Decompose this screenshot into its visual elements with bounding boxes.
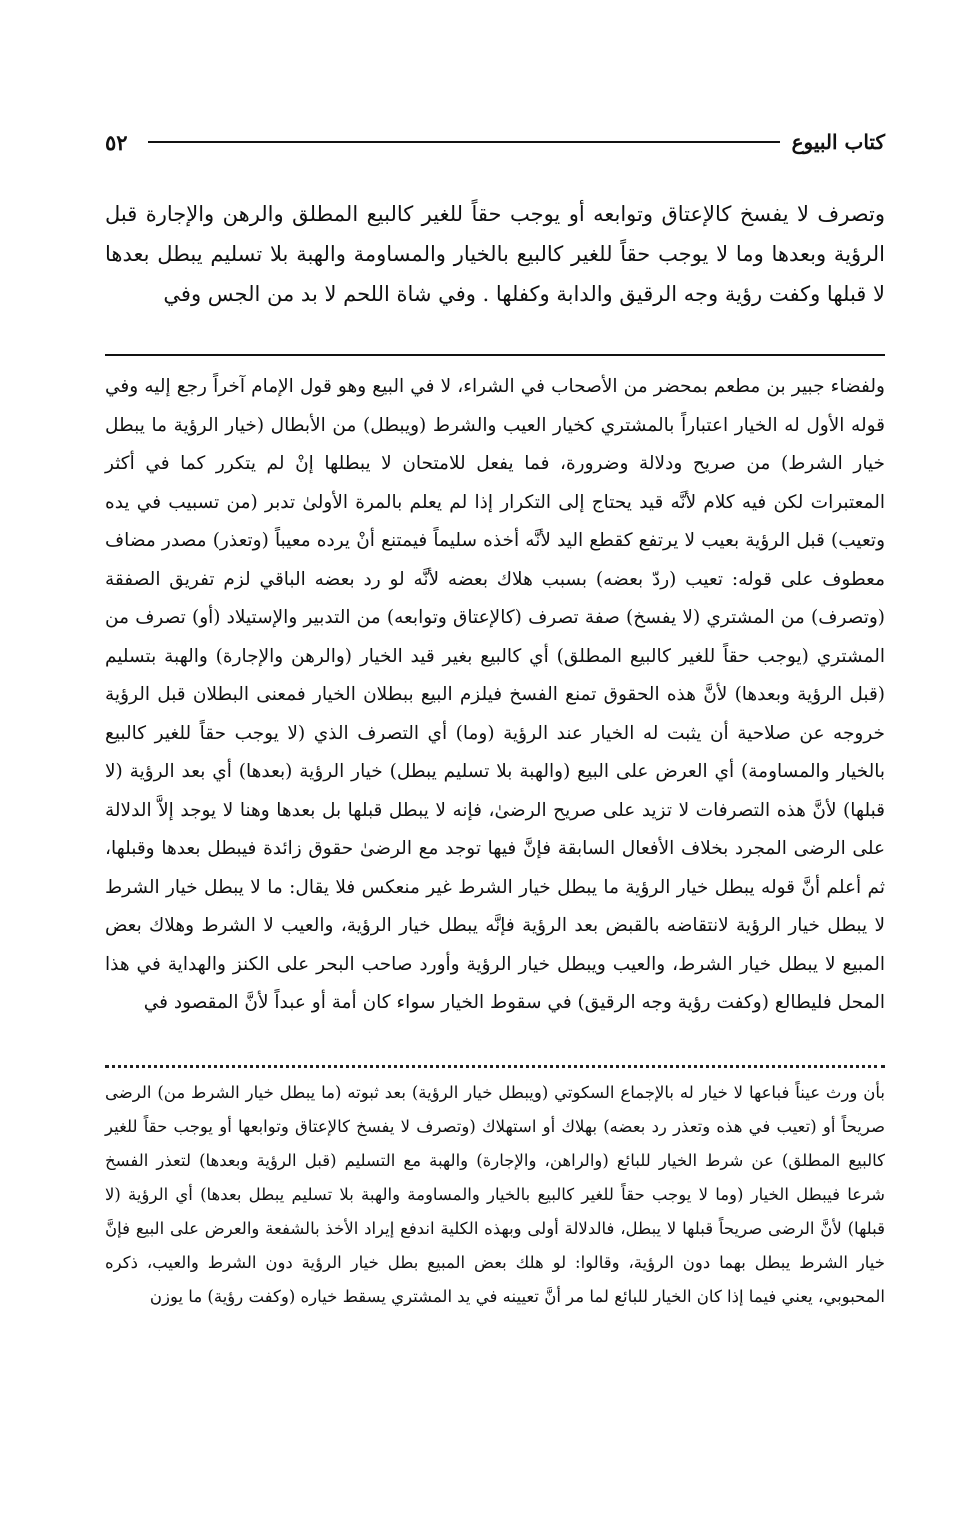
header-rule [148,141,780,143]
main-text: وتصرف لا يفسخ كالإعتاق وتوابعه أو يوجب حقاً للغير كالبيع المطلق والرهن والإجارة قبل الرؤية وبعدها وما لا يوجب حقاً للغير كالبيع بالخيار والمساومة والهبة بلا تسليم يبطل بعدها لا قبلها وكفت رؤية وجه الرقيق والدابة وكفلها . وفي شاة اللحم لا بد من الجس وفي [105,202,885,306]
footnote-text: بأن ورث عيناً فباعها لا خيار له بالإجماع السكوتي (ويبطل خيار الرؤية) بعد ثبوته (ما يبطل خيار الشرط من) الرضى صريحاً أو (تعيب في هذه وتعذر رد بعضه) بهلاك أو استهلاك (وتصرف لا يفسخ كالإعتاق وتوابعها أو يوجب حقاً للغير كالبيع المطلق) عن شرط الخيار للبائع (والراهن، والإجارة) والهبة مع التسليم (قبل الرؤية وبعدها) لتعذر الفسخ شرعا فيبطل الخيار (وما لا يوجب حقاً للغير كالبيع بالخيار والمساومة والهبة بلا تسليم يبطل بعدها) أي الرؤية (لا قبلها) لأنَّ الرضى صريحاً قبلها لا يبطل، فالدلالة أولى وبهذه الكلية اندفع إيراد الأخذ بالشفعة والعرض على البيع فإنَّ خيار الشرط يبطل بهما دون الرؤية، وقالوا: لو هلك بعض المبيع بطل خيار الرؤية دون الشرط والعيب، ذكره المحبوبي، يعني فيما إذا كان الخيار للبائع لما مر أنَّ تعيينه في يد المشتري يسقط خياره (وكفت رؤية) ما يوزن [105,1082,885,1306]
commentary-block [105,368,885,1023]
commentary-text: ولفضاء جبير بن مطعم بمحضر من الأصحاب في الشراء، لا في البيع وهو قول الإمام آخراً رجع إليه وفي قوله الأول له الخيار اعتباراً بالمشتري كخيار العيب والشرط (ويبطل) من الأبطال (خيار الرؤية ما يبطل خيار الشرط) من صريح ودلالة وضرورة، فما يفعل للامتحان لا يبطلها إنْ لم يتكرر كما في أكثر المعتبرات لكن فيه كلام لأنَّه قيد يحتاج إلى التكرار إذا لم يعلم بالمرة الأولىٰ تدبر (من تسبيب في يده وتعيب) قبل الرؤية بعيب لا يرتفع كقطع اليد لأنَّه أخذه سليماً فيمتنع أنْ يرده معيباً (وتعذر) مصدر مضاف معطوف على قوله: تعيب (ردّ بعضه) بسبب هلاك بعضه لأنَّه لو رد بعضه الباقي لزم تفريق الصفقة (وتصرف) من المشتري (لا يفسخ) صفة تصرف (كالإعتاق وتوابعه) من التدبير والإستيلاد (أو) تصرف من المشتري (يوجب حقاً للغير كالبيع المطلق) أي كالبيع بغير قيد الخيار (والرهن والإجارة) والهبة بتسليم (قبل الرؤية وبعدها) لأنَّ هذه الحقوق تمنع الفسخ فيلزم البيع ببطلان الخيار فمعنى البطلان قبل الرؤية خروجه عن صلاحية أن يثبت له الخيار عند الرؤية (وما) أي التصرف الذي (لا يوجب حقاً للغير كالبيع بالخيار والمساومة) أي العرض على البيع (والهبة بلا تسليم يبطل) خيار الرؤية (بعدها) أي بعد الرؤية (لا قبلها) لأنَّ هذه التصرفات لا تزيد على صريح الرضىٰ، فإنه لا يبطل قبلها بل بعدها وهنا لا يوجد إلاَّ الدلالة على الرضى المجرد بخلاف الأفعال السابقة فإنَّ فيها توجد مع الرضىٰ حقوق زائدة فيبطل بعدها وقبلها، ثم أعلم أنَّ قوله يبطل خيار الرؤية ما يبطل خيار الشرط غير منعكس فلا يقال: ما لا يبطل خيار الشرط لا يبطل خيار الرؤية لانتقاضه بالقبض بعد الرؤية فإنَّه يبطل خيار الرؤية، والعيب لا الشرط وهلاك بعض المبيع لا يبطل خيار الشرط، والعيب ويبطل خيار الرؤية وأورد صاحب البحر على الكنز والهداية في هذا المحل فليطالع (وكفت رؤية وجه الرقيق) في سقوط الخيار سواء كان أمة أو عبداً لأنَّ المقصود في [105,376,885,1013]
page-number: ٥٢ [105,129,128,155]
footnote-divider [105,1065,885,1068]
section-divider [105,354,885,356]
page [105,120,885,1314]
main-text-block [105,194,885,314]
footnote-block [105,1076,885,1314]
book-title: كتاب البيوع [791,130,885,154]
page-header [105,120,885,164]
